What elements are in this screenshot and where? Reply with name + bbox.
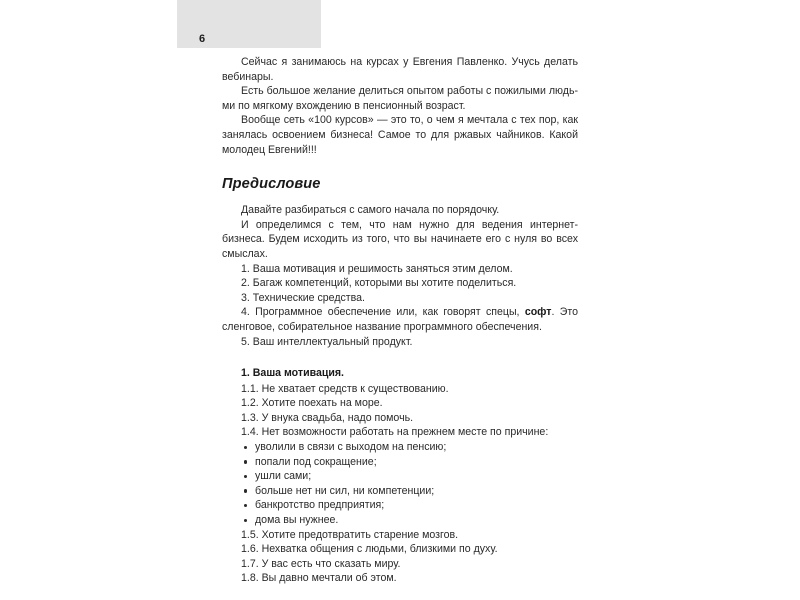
motivation-item-1-2: 1.2. Хотите поехать на море. — [241, 397, 383, 410]
requirement-item-3: 3. Технические средства. — [241, 291, 365, 304]
motivation-item-1-8: 1.8. Вы давно мечтали об этом. — [241, 572, 397, 585]
requirement-item-1: 1. Ваша мотивация и решимость заняться этим делом. — [241, 262, 513, 275]
motivation-item-1-5: 1.5. Хотите предотвратить старение мозгов. — [241, 528, 459, 541]
preface-intro-2: И определимся с тем, что нам нужно для ведения интернет-бизнеса. Будем исходить из того, что вы начинаете его с нуля во всех смыслах. — [222, 218, 578, 260]
section-heading-preface: Предисловие — [222, 176, 321, 193]
list-item-label: ушли сами; — [255, 470, 312, 483]
motivation-reason-list — [222, 440, 578, 528]
subsection-heading-motivation: 1. Ваша мотивация. — [241, 367, 345, 380]
requirement-item-4-bold-term: софт — [524, 306, 552, 319]
page-number: 6 — [199, 33, 206, 45]
requirement-item-5: 5. Ваш интеллектуальный продукт. — [241, 335, 413, 348]
bullet-dot-icon — [244, 504, 247, 507]
list-item — [222, 484, 578, 499]
paragraph-2: Есть большое желание делиться опытом работы с пожилыми людьми по мягкому вхождению в пенсионный возраст. — [222, 85, 578, 112]
requirement-item-2: 2. Багаж компетенций, которыми вы хотите поделиться. — [241, 277, 517, 290]
motivation-item-1-6: 1.6. Нехватка общения с людьми, близкими по духу. — [241, 543, 498, 556]
motivation-item-1-7: 1.7. У вас есть что сказать миру. — [241, 557, 401, 570]
requirement-item-4-prefix: 4. Программное обеспечение или, как говорят спецы, — [241, 306, 525, 319]
list-item-label: уволили в связи с выходом на пенсию; — [255, 441, 447, 454]
list-item — [222, 455, 578, 470]
list-item-label: дома вы нужнее. — [255, 514, 339, 527]
list-item — [222, 498, 578, 513]
paragraph-3: Вообще сеть «100 курсов» — это то, о чем я мечтала с тех пор, как занялась освоением бизнеса! Самое то для ржавых чайников. Какой молодец Евгений!!! — [222, 114, 578, 156]
motivation-item-1-3: 1.3. У внука свадьба, надо помочь. — [241, 411, 414, 424]
requirement-item-4 — [222, 305, 578, 334]
list-item — [222, 469, 578, 484]
spacer — [222, 192, 578, 203]
motivation-item-1-1: 1.1. Не хватает средств к существованию. — [241, 382, 449, 395]
bullet-dot-icon — [244, 489, 247, 492]
bullet-dot-icon — [244, 519, 247, 522]
spacer — [222, 349, 578, 366]
list-item — [222, 440, 578, 455]
bullet-dot-icon — [244, 475, 247, 478]
requirement-item-4-suffix: . Это сленговое, собирательное название программного обеспечения. — [222, 306, 578, 333]
list-item-label: банкротство предприятия; — [255, 499, 385, 512]
bullet-dot-icon — [244, 460, 247, 463]
motivation-item-1-4: 1.4. Нет возможности работать на прежнем месте по причине: — [241, 426, 549, 439]
list-item-label: больше нет ни сил, ни компетенции; — [255, 484, 435, 497]
paragraph-1: Сейчас я занимаюсь на курсах у Евгения Павленко. Учусь делать вебинары. — [222, 56, 578, 83]
text-column — [222, 55, 578, 586]
list-item — [222, 513, 578, 528]
spacer — [222, 157, 578, 176]
preface-intro-1: Давайте разбираться с самого начала по порядочку. — [241, 204, 500, 217]
bullet-dot-icon — [244, 446, 247, 449]
list-item-label: попали под сокращение; — [255, 455, 377, 468]
